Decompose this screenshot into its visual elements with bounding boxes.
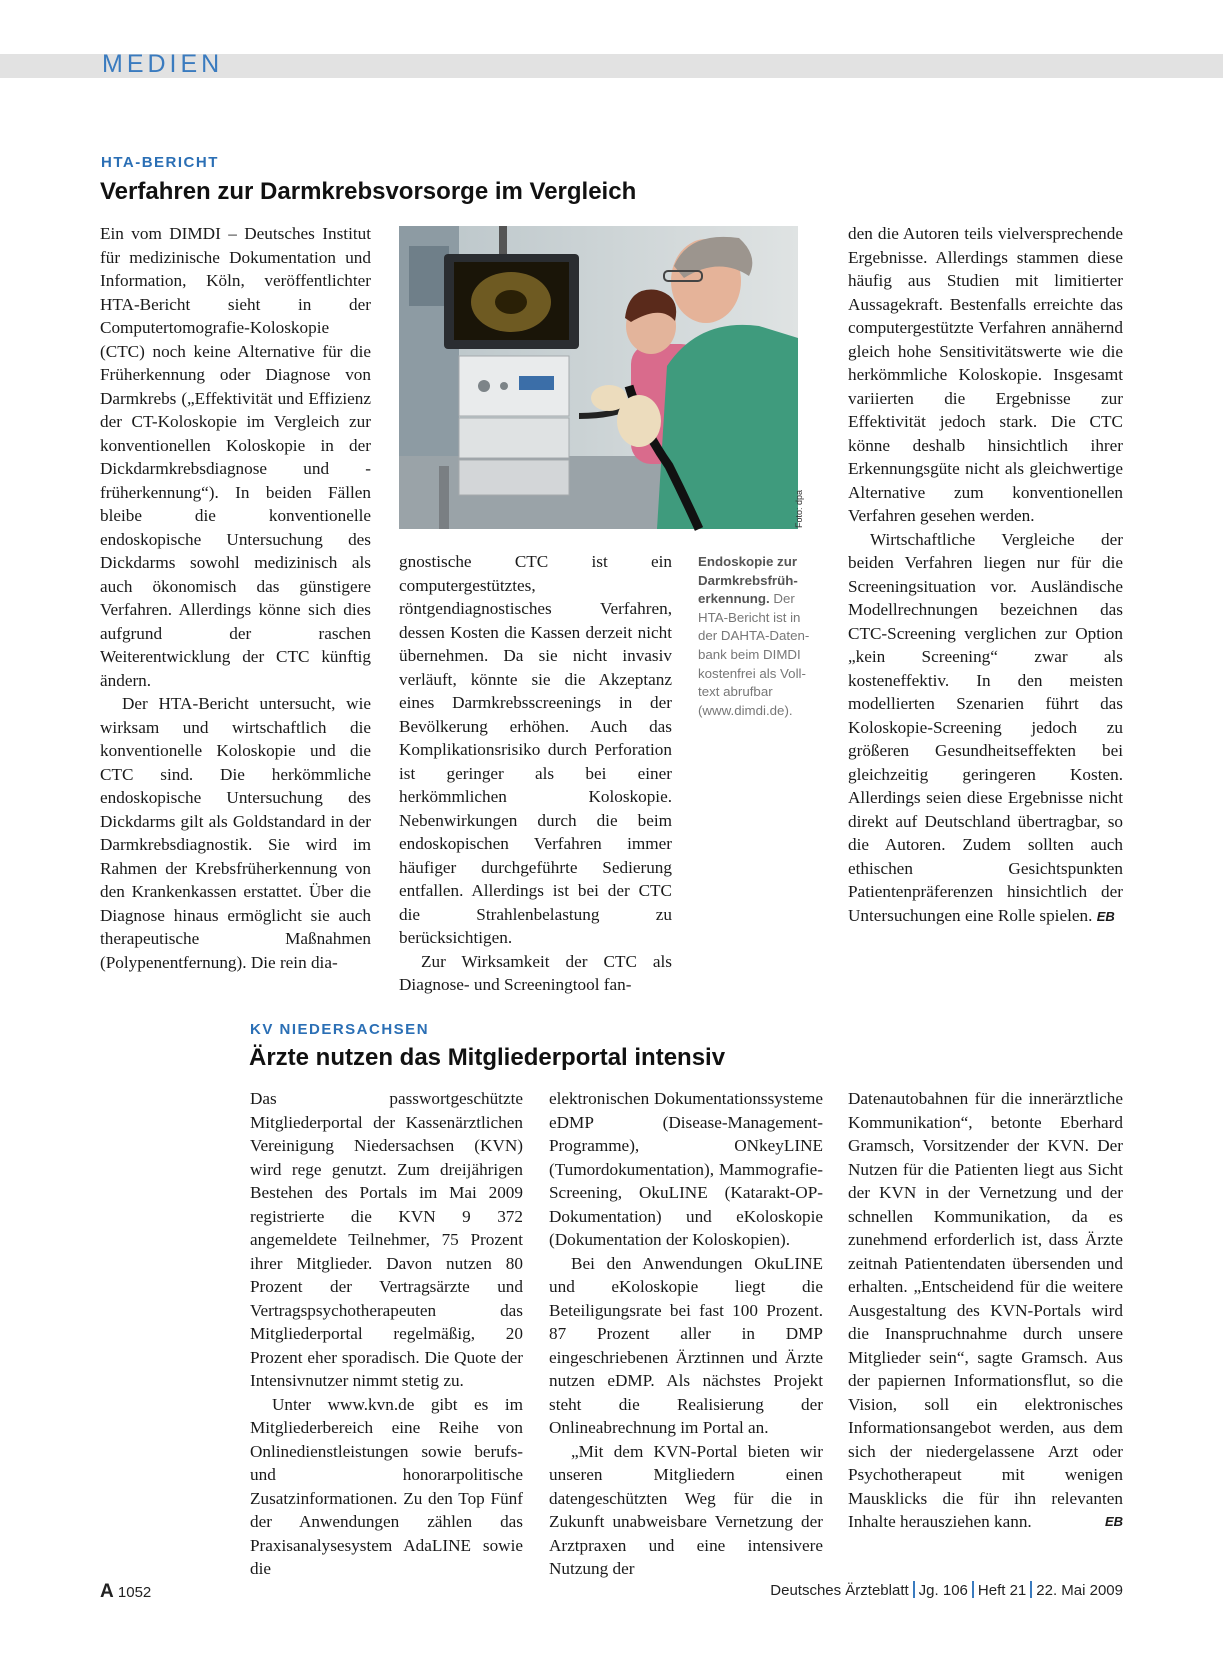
author-initials: EB [1104, 1514, 1123, 1529]
separator [972, 1581, 974, 1598]
paragraph: Bei den Anwendungen OkuLINE und eKoloskopie liegt die Beteiligungsrate bei fast 100 Prozent. 87 Prozent aller in DMP eingeschriebenen Ärztinnen und Ärzte nutzen eDMP. Als nächstes Projekt steht die Realisierung der Onlineabrechnung im Portal an. [549, 1253, 823, 1437]
paragraph: „Mit dem KVN-Portal bieten wir unseren Mitgliedern einen datengeschützten Weg für die in Zukunft unabweisbare Vernetzung der Arztpraxen und eine intensivere Nutzung der [549, 1441, 823, 1578]
paragraph: Das passwortgeschützte Mitgliederportal der Kassenärztlichen Vereinigung Niedersachsen (KVN) wird rege genutzt. Zum dreijährigen Bestehen des Portals im Mai 2009 registrierte die KVN 9 372 angemeldete Teilnehmer, 75 Prozent ihrer Mitglieder. Davon nutzen 80 Prozent der Vertragsärzte und Vertragspsychotherapeuten das Mitgliederportal regelmäßig, 20 Prozent eher sporadisch. Die Quote der Intensivnutzer nimmt stetig zu. [250, 1089, 523, 1390]
photo-credit: Foto: dpa [794, 490, 804, 529]
paragraph: Der HTA-Bericht untersucht, wie wirksam und wirtschaftlich die konventionelle Koloskopie und die CTC sind. Die herkömmliche endoskopische Untersuchung des Dickdarms gilt als Goldstandard in der Darmkrebsdiagnostik. Sie wird im Rahmen der Krebsfrüherkennung von den Krankenkassen erstattet. Über die Diagnose hinaus ermöglicht sie auch therapeutische Maßnahmen (Polypenentfernung). Die rein dia- [100, 694, 371, 972]
paragraph: den die Autoren teils vielversprechende Ergebnisse. Allerdings stammen diese häufig aus Studien mit limitierter Aussagekraft. Bestenfalls erreichte das computergestützte Verfahren annähernd gleich hohe Sensitivitätswerte wie die herkömmliche Koloskopie. Insgesamt variierten die Ergebnisse zur Effektivität jedoch stark. Die CTC könne deshalb hinsichtlich ihrer Erkennungsgüte nicht als gleichwertige Alternative zum konventionellen Verfahren gesehen werden. [848, 224, 1123, 525]
paragraph [848, 1087, 1123, 1534]
article1-column-1 [100, 222, 371, 974]
author-initials: EB [1096, 908, 1115, 924]
separator [1030, 1581, 1032, 1598]
section-label: MEDIEN [102, 50, 224, 78]
issue-date: 22. Mai 2009 [1036, 1582, 1123, 1599]
issue: Heft 21 [977, 1582, 1027, 1599]
paragraph [848, 528, 1123, 929]
article2-column-1 [250, 1087, 523, 1581]
caption-text: Der HTA-Bericht ist in der DAHTA-Datenbank beim DIMDI kostenfrei als Volltext abrufbar (www.dimdi.de). [698, 591, 810, 718]
caption-title: Endoskopie zur Darmkrebsfrüherkennung. [698, 554, 798, 607]
paragraph: elektronischen Dokumentationssysteme eDMP (Disease-Management-Programme), ONkeyLINE (Tumordokumentation), Mammografie-Screening, OkuLINE (Katarakt-OP-Dokumentation) und eKoloskopie (Dokumentation der Koloskopien). [549, 1089, 823, 1249]
separator [913, 1581, 915, 1598]
paragraph-text: Wirtschaftliche Vergleiche der beiden Verfahren liegen nur für die Screeningsituation vor. Ausländische Modellrechnungen bezeichnen das CTC-Screening verglichen zur Option „kein Screening“ zwar als kosteneffektiv. In den meisten modellierten Szenarien führt das Koloskopie-Screening jedoch zu größeren Gesundheitseffekten bei gleichzeitig geringeren Kosten. Allerdings seien diese Ergebnisse nicht direkt auf Deutschland übertragbar, so die Autoren. Zudem sollten auch ethischen Gesichtspunkten Patientenpräferenzen hinsichtlich der Untersuchungen eine Rolle spielen. [848, 529, 1123, 925]
page-prefix: A [100, 1581, 114, 1602]
article1-column-2 [399, 550, 672, 997]
article2-kicker: KV NIEDERSACHSEN [250, 1021, 430, 1038]
publication-info [770, 1581, 1123, 1599]
journal-name: Deutsches Ärzteblatt [770, 1582, 909, 1599]
article1-kicker: HTA-BERICHT [101, 154, 219, 171]
paragraph-text: Datenautobahnen für die innerärztliche Kommunikation“, betonte Eberhard Gramsch, Vorsitzender der KVN. Der Nutzen für die Patienten liegt aus Sicht der KVN in der Vernetzung und der schnellen Kommunikation, da es zunehmend erforderlich ist, dass Ärzte zeitnah Patientendaten übersenden und erhalten. „Entscheidend für die weitere Ausgestaltung des KVN-Portals wird die Inanspruchnahme durch unsere Mitglieder sein“, sagte Gramsch. Aus der papiernen Informationsflut, so die Vision, soll ein elektronisches Informationsangebot werden, aus dem sich der niedergelassene Arzt oder Psychotherapeut mit wenigen Mausklicks die für ihn relevanten Inhalte herausziehen kann. [848, 1089, 1123, 1531]
article2-column-2 [549, 1087, 823, 1581]
article1-column-3 [848, 222, 1123, 928]
page-number [100, 1581, 151, 1603]
endoscopy-photo-illustration [399, 226, 798, 529]
paragraph: Unter www.kvn.de gibt es im Mitgliederbereich eine Reihe von Onlinedienstleistungen sowie berufs- und honorarpolitische Zusatzinformationen. Zu den Top Fünf der Anwendungen zählen das Praxisanalysesystem AdaLINE sowie die [250, 1394, 523, 1578]
paragraph: Zur Wirksamkeit der CTC als Diagnose- und Screeningtool fan- [399, 951, 672, 994]
article1-headline: Verfahren zur Darmkrebsvorsorge im Vergleich [100, 178, 637, 205]
article2-column-3 [848, 1087, 1123, 1534]
paragraph: gnostische CTC ist ein computergestütztes, röntgendiagnostisches Verfahren, dessen Kosten die Kassen derzeit nicht übernehmen. Da sie nicht invasiv verläuft, könnte sie die Akzeptanz eines Darmkrebsscreenings in der Bevölkerung erhöhen. Auch das Komplikationsrisiko durch Perforation ist geringer als bei einer herkömmlichen Koloskopie. Nebenwirkungen durch die beim endoskopischen Verfahren immer häufiger durchgeführte Sedierung entfallen. Allerdings ist bei der CTC die Strahlenbelastung zu berücksichtigen. [399, 552, 672, 947]
volume: Jg. 106 [918, 1582, 968, 1599]
photo-caption [698, 553, 816, 720]
article2-headline: Ärzte nutzen das Mitgliederportal intensiv [249, 1044, 726, 1071]
page-number-value: 1052 [117, 1584, 152, 1601]
endoscopy-photo [399, 226, 804, 529]
paragraph: Ein vom DIMDI – Deutsches Institut für medizinische Dokumentation und Information, Köln, veröffentlichter HTA-Bericht sieht in der Computertomografie-Koloskopie (CTC) noch keine Alternative für die Früherkennung oder Diagnose von Darmkrebs („Effektivität und Effizienz der CT-Koloskopie im Vergleich zur konventionellen Koloskopie in der Dickdarmkrebsdiagnose und -früherkennung“). In beiden Fällen bleibe die konventionelle endoskopische Untersuchung des Dickdarms sowohl medizinisch als auch ökonomisch das günstigere Verfahren. Allerdings könne sich dies aufgrund der raschen Weiterentwicklung der CTC künftig ändern. [100, 224, 371, 690]
